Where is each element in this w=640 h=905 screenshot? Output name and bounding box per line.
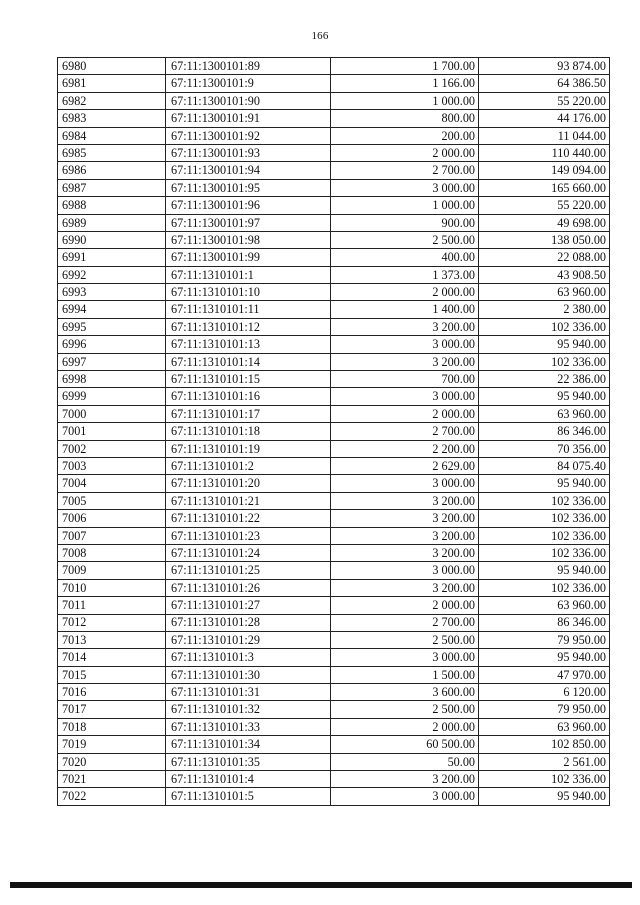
table-row	[58, 753, 610, 770]
area-cell: 2 000.00	[331, 284, 479, 301]
table-row	[58, 144, 610, 161]
row-number-cell: 7019	[58, 736, 166, 753]
value-cell: 102 336.00	[479, 771, 610, 788]
table-row	[58, 353, 610, 370]
row-number-cell: 7021	[58, 771, 166, 788]
value-cell: 95 940.00	[479, 475, 610, 492]
area-cell: 3 200.00	[331, 492, 479, 509]
cadastral-number-cell: 67:11:1300101:90	[166, 92, 331, 109]
cadastral-number-cell: 67:11:1300101:91	[166, 110, 331, 127]
table-row	[58, 527, 610, 544]
table-row	[58, 231, 610, 248]
area-cell: 3 000.00	[331, 388, 479, 405]
value-cell: 95 940.00	[479, 388, 610, 405]
cadastral-number-cell: 67:11:1310101:12	[166, 318, 331, 335]
row-number-cell: 7018	[58, 718, 166, 735]
cadastral-number-cell: 67:11:1310101:3	[166, 649, 331, 666]
table-row	[58, 318, 610, 335]
value-cell: 165 660.00	[479, 179, 610, 196]
row-number-cell: 7002	[58, 440, 166, 457]
cadastral-number-cell: 67:11:1300101:96	[166, 197, 331, 214]
table-row	[58, 492, 610, 509]
area-cell: 3 000.00	[331, 562, 479, 579]
value-cell: 47 970.00	[479, 666, 610, 683]
row-number-cell: 7001	[58, 423, 166, 440]
cadastral-number-cell: 67:11:1310101:24	[166, 544, 331, 561]
value-cell: 43 908.50	[479, 266, 610, 283]
table-row	[58, 440, 610, 457]
value-cell: 22 088.00	[479, 249, 610, 266]
table-row	[58, 788, 610, 805]
value-cell: 102 336.00	[479, 544, 610, 561]
area-cell: 60 500.00	[331, 736, 479, 753]
area-cell: 1 500.00	[331, 666, 479, 683]
row-number-cell: 7012	[58, 614, 166, 631]
cadastral-number-cell: 67:11:1300101:89	[166, 58, 331, 75]
table-row	[58, 405, 610, 422]
table-row	[58, 597, 610, 614]
table-row	[58, 475, 610, 492]
cadastral-number-cell: 67:11:1310101:4	[166, 771, 331, 788]
row-number-cell: 7000	[58, 405, 166, 422]
table-row	[58, 614, 610, 631]
value-cell: 64 386.50	[479, 75, 610, 92]
table-row	[58, 562, 610, 579]
area-cell: 3 000.00	[331, 179, 479, 196]
area-cell: 3 200.00	[331, 527, 479, 544]
row-number-cell: 6980	[58, 58, 166, 75]
value-cell: 102 850.00	[479, 736, 610, 753]
table-row	[58, 127, 610, 144]
value-cell: 86 346.00	[479, 423, 610, 440]
area-cell: 1 400.00	[331, 301, 479, 318]
cadastral-number-cell: 67:11:1310101:32	[166, 701, 331, 718]
row-number-cell: 7013	[58, 631, 166, 648]
table-row	[58, 649, 610, 666]
row-number-cell: 7006	[58, 510, 166, 527]
cadastral-number-cell: 67:11:1310101:30	[166, 666, 331, 683]
row-number-cell: 6984	[58, 127, 166, 144]
cadastral-number-cell: 67:11:1310101:34	[166, 736, 331, 753]
cadastral-number-cell: 67:11:1310101:18	[166, 423, 331, 440]
cadastral-number-cell: 67:11:1310101:20	[166, 475, 331, 492]
value-cell: 63 960.00	[479, 718, 610, 735]
table-row	[58, 336, 610, 353]
area-cell: 2 700.00	[331, 423, 479, 440]
row-number-cell: 7009	[58, 562, 166, 579]
cadastral-number-cell: 67:11:1300101:98	[166, 231, 331, 248]
cadastral-number-cell: 67:11:1310101:35	[166, 753, 331, 770]
table-row	[58, 579, 610, 596]
value-cell: 63 960.00	[479, 405, 610, 422]
area-cell: 1 000.00	[331, 197, 479, 214]
row-number-cell: 6983	[58, 110, 166, 127]
area-cell: 3 200.00	[331, 318, 479, 335]
value-cell: 22 386.00	[479, 371, 610, 388]
table-row	[58, 423, 610, 440]
cadastral-number-cell: 67:11:1310101:31	[166, 684, 331, 701]
value-cell: 44 176.00	[479, 110, 610, 127]
row-number-cell: 7017	[58, 701, 166, 718]
table-body	[58, 58, 610, 806]
area-cell: 800.00	[331, 110, 479, 127]
value-cell: 55 220.00	[479, 197, 610, 214]
cadastral-number-cell: 67:11:1310101:26	[166, 579, 331, 596]
table-row	[58, 249, 610, 266]
value-cell: 95 940.00	[479, 649, 610, 666]
value-cell: 11 044.00	[479, 127, 610, 144]
area-cell: 1 000.00	[331, 92, 479, 109]
cadastral-number-cell: 67:11:1310101:14	[166, 353, 331, 370]
table-row	[58, 266, 610, 283]
row-number-cell: 6987	[58, 179, 166, 196]
cadastral-number-cell: 67:11:1300101:95	[166, 179, 331, 196]
row-number-cell: 7022	[58, 788, 166, 805]
row-number-cell: 6994	[58, 301, 166, 318]
value-cell: 95 940.00	[479, 788, 610, 805]
value-cell: 63 960.00	[479, 597, 610, 614]
area-cell: 50.00	[331, 753, 479, 770]
area-cell: 2 000.00	[331, 718, 479, 735]
value-cell: 149 094.00	[479, 162, 610, 179]
cadastral-number-cell: 67:11:1310101:19	[166, 440, 331, 457]
area-cell: 2 000.00	[331, 405, 479, 422]
bottom-rule	[10, 882, 632, 888]
row-number-cell: 7003	[58, 457, 166, 474]
table-row	[58, 179, 610, 196]
value-cell: 102 336.00	[479, 318, 610, 335]
value-cell: 2 561.00	[479, 753, 610, 770]
area-cell: 3 000.00	[331, 649, 479, 666]
row-number-cell: 6992	[58, 266, 166, 283]
row-number-cell: 6998	[58, 371, 166, 388]
cadastral-number-cell: 67:11:1310101:25	[166, 562, 331, 579]
area-cell: 200.00	[331, 127, 479, 144]
value-cell: 102 336.00	[479, 510, 610, 527]
table-row	[58, 388, 610, 405]
row-number-cell: 6993	[58, 284, 166, 301]
area-cell: 700.00	[331, 371, 479, 388]
cadastral-number-cell: 67:11:1310101:29	[166, 631, 331, 648]
area-cell: 900.00	[331, 214, 479, 231]
area-cell: 3 200.00	[331, 353, 479, 370]
value-cell: 110 440.00	[479, 144, 610, 161]
table-row	[58, 457, 610, 474]
table-row	[58, 214, 610, 231]
area-cell: 3 200.00	[331, 544, 479, 561]
cadastral-number-cell: 67:11:1310101:17	[166, 405, 331, 422]
row-number-cell: 6999	[58, 388, 166, 405]
row-number-cell: 7007	[58, 527, 166, 544]
cadastral-number-cell: 67:11:1300101:94	[166, 162, 331, 179]
row-number-cell: 7004	[58, 475, 166, 492]
row-number-cell: 6996	[58, 336, 166, 353]
value-cell: 86 346.00	[479, 614, 610, 631]
cadastral-number-cell: 67:11:1310101:23	[166, 527, 331, 544]
row-number-cell: 6997	[58, 353, 166, 370]
cadastral-number-cell: 67:11:1300101:99	[166, 249, 331, 266]
table-row	[58, 736, 610, 753]
cadastral-number-cell: 67:11:1310101:2	[166, 457, 331, 474]
area-cell: 1 166.00	[331, 75, 479, 92]
parcel-table	[57, 57, 610, 806]
cadastral-number-cell: 67:11:1310101:16	[166, 388, 331, 405]
cadastral-number-cell: 67:11:1300101:97	[166, 214, 331, 231]
table-row	[58, 162, 610, 179]
value-cell: 95 940.00	[479, 562, 610, 579]
area-cell: 2 500.00	[331, 701, 479, 718]
table-row	[58, 371, 610, 388]
value-cell: 84 075.40	[479, 457, 610, 474]
table-row	[58, 771, 610, 788]
value-cell: 93 874.00	[479, 58, 610, 75]
table-row	[58, 718, 610, 735]
table-row	[58, 92, 610, 109]
value-cell: 63 960.00	[479, 284, 610, 301]
value-cell: 70 356.00	[479, 440, 610, 457]
area-cell: 1 700.00	[331, 58, 479, 75]
table-row	[58, 544, 610, 561]
cadastral-number-cell: 67:11:1300101:92	[166, 127, 331, 144]
cadastral-number-cell: 67:11:1310101:13	[166, 336, 331, 353]
area-cell: 400.00	[331, 249, 479, 266]
area-cell: 3 600.00	[331, 684, 479, 701]
cadastral-number-cell: 67:11:1310101:11	[166, 301, 331, 318]
row-number-cell: 6991	[58, 249, 166, 266]
value-cell: 79 950.00	[479, 631, 610, 648]
area-cell: 2 000.00	[331, 597, 479, 614]
row-number-cell: 7010	[58, 579, 166, 596]
area-cell: 1 373.00	[331, 266, 479, 283]
table-row	[58, 110, 610, 127]
cadastral-number-cell: 67:11:1300101:93	[166, 144, 331, 161]
row-number-cell: 6982	[58, 92, 166, 109]
table-row	[58, 701, 610, 718]
cadastral-number-cell: 67:11:1300101:9	[166, 75, 331, 92]
area-cell: 2 200.00	[331, 440, 479, 457]
cadastral-number-cell: 67:11:1310101:1	[166, 266, 331, 283]
table-row	[58, 284, 610, 301]
area-cell: 3 200.00	[331, 771, 479, 788]
value-cell: 138 050.00	[479, 231, 610, 248]
row-number-cell: 6981	[58, 75, 166, 92]
area-cell: 3 200.00	[331, 510, 479, 527]
cadastral-number-cell: 67:11:1310101:33	[166, 718, 331, 735]
table-row	[58, 684, 610, 701]
row-number-cell: 6985	[58, 144, 166, 161]
row-number-cell: 7008	[58, 544, 166, 561]
cadastral-number-cell: 67:11:1310101:10	[166, 284, 331, 301]
row-number-cell: 6995	[58, 318, 166, 335]
row-number-cell: 7020	[58, 753, 166, 770]
row-number-cell: 7011	[58, 597, 166, 614]
row-number-cell: 6989	[58, 214, 166, 231]
area-cell: 3 000.00	[331, 336, 479, 353]
value-cell: 6 120.00	[479, 684, 610, 701]
area-cell: 3 000.00	[331, 475, 479, 492]
value-cell: 102 336.00	[479, 527, 610, 544]
value-cell: 79 950.00	[479, 701, 610, 718]
value-cell: 55 220.00	[479, 92, 610, 109]
area-cell: 2 500.00	[331, 231, 479, 248]
area-cell: 2 000.00	[331, 144, 479, 161]
table-row	[58, 58, 610, 75]
area-cell: 2 629.00	[331, 457, 479, 474]
cadastral-number-cell: 67:11:1310101:27	[166, 597, 331, 614]
row-number-cell: 7014	[58, 649, 166, 666]
cadastral-number-cell: 67:11:1310101:22	[166, 510, 331, 527]
value-cell: 95 940.00	[479, 336, 610, 353]
table-row	[58, 197, 610, 214]
row-number-cell: 7015	[58, 666, 166, 683]
value-cell: 102 336.00	[479, 353, 610, 370]
row-number-cell: 7016	[58, 684, 166, 701]
row-number-cell: 7005	[58, 492, 166, 509]
table-row	[58, 301, 610, 318]
area-cell: 2 700.00	[331, 162, 479, 179]
cadastral-number-cell: 67:11:1310101:5	[166, 788, 331, 805]
row-number-cell: 6986	[58, 162, 166, 179]
row-number-cell: 6990	[58, 231, 166, 248]
table-row	[58, 510, 610, 527]
value-cell: 2 380.00	[479, 301, 610, 318]
value-cell: 49 698.00	[479, 214, 610, 231]
cadastral-number-cell: 67:11:1310101:15	[166, 371, 331, 388]
table-row	[58, 666, 610, 683]
area-cell: 3 000.00	[331, 788, 479, 805]
area-cell: 2 700.00	[331, 614, 479, 631]
area-cell: 2 500.00	[331, 631, 479, 648]
cadastral-number-cell: 67:11:1310101:28	[166, 614, 331, 631]
value-cell: 102 336.00	[479, 579, 610, 596]
cadastral-number-cell: 67:11:1310101:21	[166, 492, 331, 509]
value-cell: 102 336.00	[479, 492, 610, 509]
table-row	[58, 75, 610, 92]
row-number-cell: 6988	[58, 197, 166, 214]
page-number: 166	[311, 30, 329, 42]
area-cell: 3 200.00	[331, 579, 479, 596]
table-row	[58, 631, 610, 648]
